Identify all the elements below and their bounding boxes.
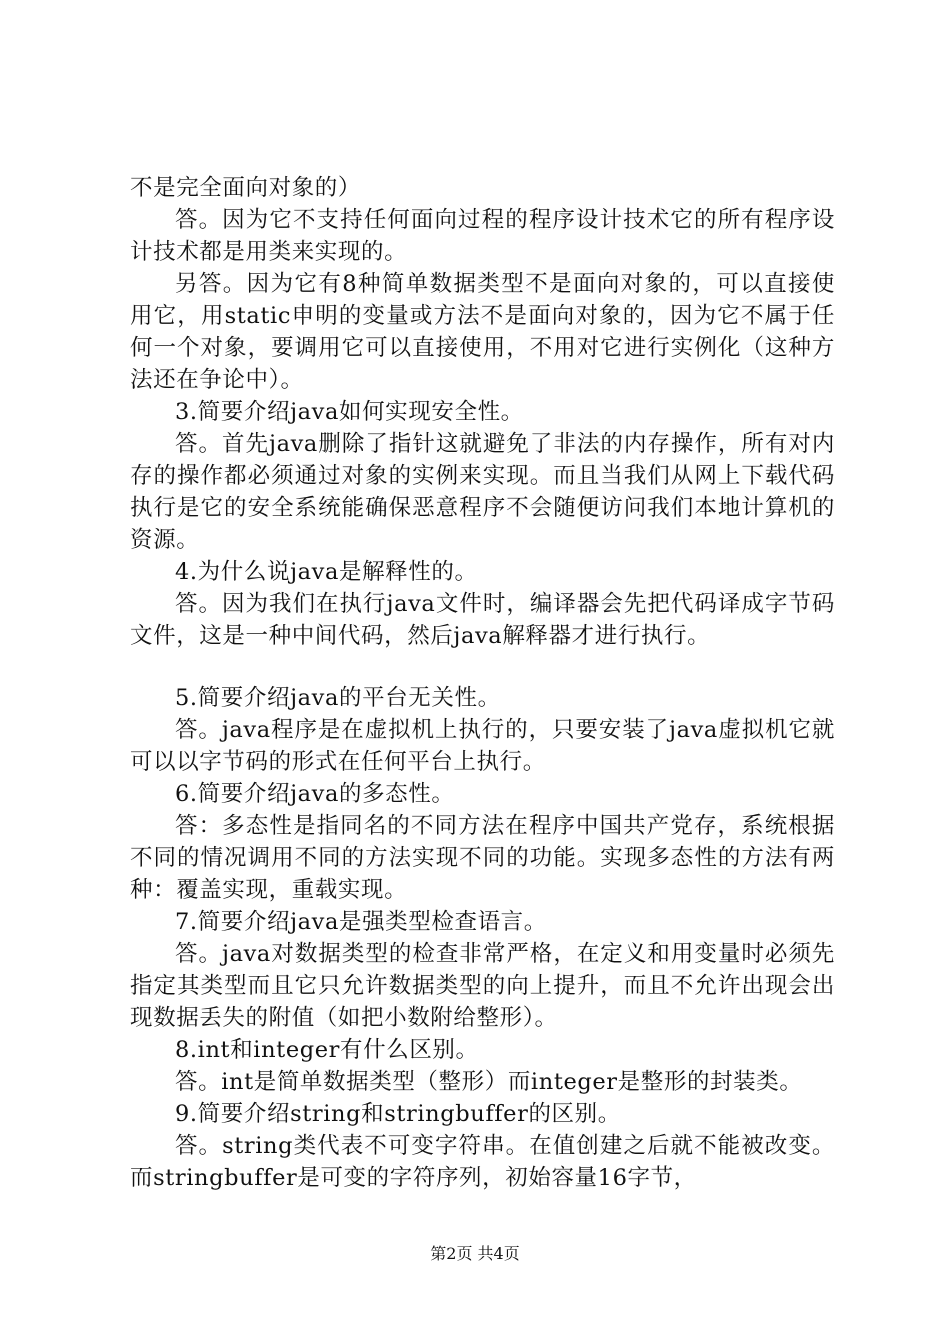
question-8: 8.int和integer有什么区别。 [175, 1037, 479, 1063]
question-9: 9.简要介绍string和stringbuffer的区别。 [175, 1101, 621, 1127]
paragraph-1: 不是完全面向对象的） [130, 175, 362, 201]
page-number-footer: 第2页 共4页 [430, 1244, 520, 1263]
document-body [130, 172, 835, 1194]
paragraph-2: 答。因为它不支持任何面向过程的程序设计技术它的所有程序设计技术都是用类来实现的。 [130, 207, 835, 265]
answer-6: 答：多态性是指同名的不同方法在程序中国共产党存，系统根据不同的情况调用不同的方法实现不同的功能。实现多态性的方法有两种：覆盖实现，重载实现。 [130, 813, 835, 903]
answer-4: 答。因为我们在执行java文件时，编译器会先把代码译成字节码文件，这是一种中间代码，然后java解释器才进行执行。 [130, 591, 835, 649]
question-7: 7.简要介绍java是强类型检查语言。 [175, 909, 547, 935]
question-6: 6.简要介绍java的多态性。 [175, 781, 455, 807]
question-4: 4.为什么说java是解释性的。 [175, 559, 478, 585]
answer-7: 答。java对数据类型的检查非常严格，在定义和用变量时必须先指定其类型而且它只允许数据类型的向上提升，而且不允许出现会出现数据丢失的附值（如把小数附给整形）。 [130, 941, 835, 1031]
answer-8: 答。int是简单数据类型（整形）而integer是整形的封装类。 [175, 1069, 803, 1095]
question-5: 5.简要介绍java的平台无关性。 [175, 685, 501, 711]
answer-5: 答。java程序是在虚拟机上执行的，只要安装了java虚拟机它就可以以字节码的形式在任何平台上执行。 [130, 717, 835, 775]
answer-9: 答。string类代表不可变字符串。在值创建之后就不能被改变。而stringbuffer是可变的字符序列，初始容量16字节， [130, 1133, 835, 1191]
question-3: 3.简要介绍java如何实现安全性。 [175, 399, 524, 425]
paragraph-3: 另答。因为它有8种简单数据类型不是面向对象的，可以直接使用它，用static申明的变量或方法不是面向对象的，因为它不属于任何一个对象，要调用它可以直接使用，不用对它进行实例化（这种方法还在争论中）。 [130, 271, 835, 393]
answer-3: 答。首先java删除了指针这就避免了非法的内存操作，所有对内存的操作都必须通过对象的实例来实现。而且当我们从网上下载代码执行是它的安全系统能确保恶意程序不会随便访问我们本地计算机的资源。 [130, 431, 835, 553]
